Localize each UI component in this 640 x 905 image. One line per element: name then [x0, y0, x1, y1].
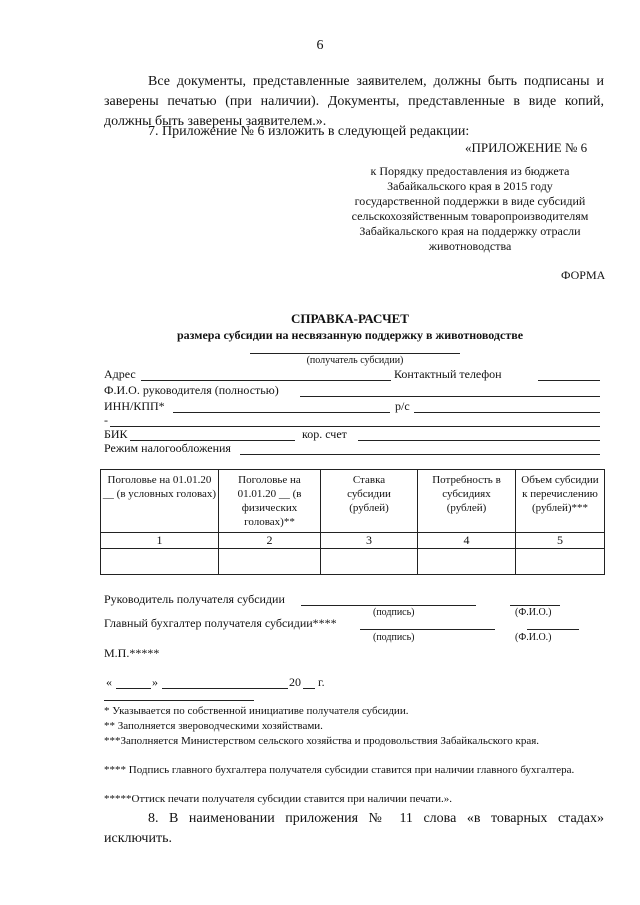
head-name-field[interactable] — [300, 396, 600, 397]
date-month-field[interactable] — [162, 688, 288, 689]
head-signature-field[interactable] — [301, 605, 476, 606]
name-caption: (Ф.И.О.) — [515, 632, 552, 643]
footnote-3: ***Заполняется Министерством сельского хозяйства и продовольствия Забайкальского края. — [104, 735, 540, 747]
table-number-cell: 4 — [418, 532, 515, 549]
appendix-line: животноводства — [428, 239, 512, 253]
subsidy-table — [100, 469, 605, 575]
table-number-cell: 2 — [219, 532, 320, 549]
address-field[interactable] — [141, 380, 391, 381]
table-column — [101, 470, 219, 574]
amendment-item-8: 8. В наименовании приложения № 11 слова «в товарных стадах» исключить. — [104, 811, 604, 846]
name-caption: (Ф.И.О.) — [515, 607, 552, 618]
sign-caption: (подпись) — [373, 632, 415, 643]
dash-label: - — [104, 413, 108, 427]
footnote-2: ** Заполняется звероводческими хозяйствами. — [104, 720, 323, 732]
sign-caption: (подпись) — [373, 607, 415, 618]
head-signature-label: Руководитель получателя субсидии — [104, 592, 285, 606]
footnote-1: * Указывается по собственной инициативе получателя субсидии. — [104, 705, 409, 717]
table-header-cell: Объем субсидии к перечислению (рублей)*** — [521, 474, 599, 514]
recipient-line[interactable] — [250, 353, 460, 354]
table-number-cell: 1 — [101, 532, 218, 549]
phone-label: Контактный телефон — [394, 367, 502, 381]
corr-account-label: кор. счет — [302, 427, 347, 441]
inn-kpp-label: ИНН/КПП* — [104, 399, 165, 413]
date-year-suffix: г. — [318, 675, 325, 689]
appendix-line: к Порядку предоставления из бюджета — [370, 164, 570, 178]
recipient-caption: (получатель субсидии) — [306, 355, 404, 366]
table-header-cell: Ставка субсидии (рублей) — [347, 474, 391, 514]
table-column — [418, 470, 516, 574]
appendix-line: Забайкальского края в 2015 году — [387, 179, 553, 193]
date-close-quote: » — [152, 675, 158, 689]
account-field[interactable] — [414, 412, 600, 413]
form-title: СПРАВКА-РАСЧЕТ — [291, 311, 409, 326]
extra-field[interactable] — [110, 426, 600, 427]
page-number: 6 — [316, 38, 324, 53]
tax-regime-field[interactable] — [240, 454, 600, 455]
accountant-signature-field[interactable] — [360, 629, 495, 630]
bik-label: БИК — [104, 427, 128, 441]
table-number-cell: 5 — [516, 532, 604, 549]
account-label: р/с — [395, 399, 410, 413]
intro-paragraph: Все документы, представленные заявителем, должны быть подписаны и заверены печатью (при наличии). Документы, представленные в виде копий, должны быть заверены заявителем.». — [104, 74, 604, 129]
address-label: Адрес — [104, 367, 136, 381]
accountant-signature-label: Главный бухгалтер получателя субсидии**** — [104, 616, 337, 630]
table-number-cell: 3 — [321, 532, 417, 549]
footnote-5: *****Оттиск печати получателя субсидии ставится при наличии печати.». — [104, 793, 452, 805]
form-label: ФОРМА — [561, 268, 606, 282]
footnote-separator — [104, 700, 254, 701]
appendix-line: государственной поддержки в виде субсидий — [354, 194, 586, 208]
accountant-name-field[interactable] — [527, 629, 579, 630]
date-year-field[interactable] — [303, 688, 315, 689]
tax-regime-label: Режим налогообложения — [104, 441, 231, 455]
head-name-label: Ф.И.О. руководителя (полностью) — [104, 383, 279, 397]
phone-field[interactable] — [538, 380, 600, 381]
appendix-title: «ПРИЛОЖЕНИЕ № 6 — [465, 140, 588, 155]
footnote-4: **** Подпись главного бухгалтера получателя субсидии ставится при наличии главного бухгалтера. — [104, 764, 575, 776]
date-open-quote: « — [106, 675, 112, 689]
table-header-cell: Потребность в субсидиях (рублей) — [432, 474, 501, 514]
table-column — [516, 470, 604, 574]
stamp-label: М.П.***** — [104, 646, 160, 660]
amendment-item-7: 7. Приложение № 6 изложить в следующей редакции: — [148, 124, 470, 139]
table-column — [321, 470, 418, 574]
table-column — [219, 470, 321, 574]
appendix-line: сельскохозяйственным товаропроизводителям — [351, 209, 589, 223]
corr-account-field[interactable] — [358, 440, 600, 441]
appendix-line: Забайкальского края на поддержку отрасли — [359, 224, 581, 238]
inn-kpp-field[interactable] — [173, 412, 390, 413]
head-name-signature-field[interactable] — [510, 605, 560, 606]
table-header-cell: Поголовье на 01.01.20 __ (в физических головах)** — [237, 474, 302, 528]
form-subtitle: размера субсидии на несвязанную поддержку в животноводстве — [176, 328, 524, 342]
date-day-field[interactable] — [116, 688, 151, 689]
date-year: 20 — [289, 675, 301, 689]
table-header-cell: Поголовье на 01.01.20 __ (в условных головах) — [102, 474, 217, 500]
